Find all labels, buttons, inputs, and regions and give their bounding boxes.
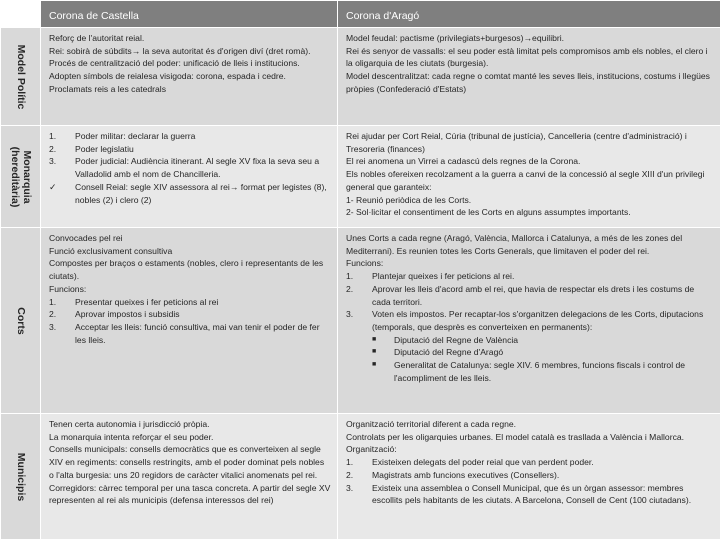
text-line: Adopten símbols de reialesa visigoda: corona, espada i cedre. Proclamats reis a les catedrals xyxy=(49,71,286,94)
text-line: Rei és senyor de vassalls: el seu poder està limitat pels compromisos amb els nobles, el clero i la oligarquia de les ciutats (burgesia). xyxy=(346,45,708,69)
text-line: Model descentralitzat: cada regne o comtat manté les seves lleis, institucions, costums i llegües pròpies (Confederació d'Estats) xyxy=(346,71,710,94)
row-model-politic xyxy=(1,28,720,126)
text-line: Convocades pel rei xyxy=(49,233,123,243)
text-line: Rei ajudar per Cort Reial, Cúria (tribunal de justícia), Cancelleria (centre d'administració) i Tresoreria (finances) xyxy=(346,131,687,154)
list-item: 3. Voten els impostos. Per recaptar-los s'organitzen delegacions de les Corts, diputacions (temporals, que desprès es converteixen en permanents): xyxy=(346,309,704,332)
text-line: Funcions: xyxy=(346,258,384,269)
list-item: 3. Acceptar les lleis: funció consultiva, mai van tenir el poder de fer les lleis. xyxy=(49,321,320,345)
bullet-icon: ■ xyxy=(372,361,377,369)
row-label-politic: Model Polític xyxy=(14,44,27,109)
text-line: Funcions: xyxy=(49,283,87,294)
list-item: 1. Plantejar queixes i fer peticions al rei. xyxy=(346,271,515,282)
row-label-cell xyxy=(1,28,41,126)
text-line: 1- Reunió periòdica de les Corts. xyxy=(346,194,472,205)
text-line: Organització territorial diferent a cada regne. xyxy=(346,419,517,429)
numbered-list xyxy=(49,296,331,347)
text-line: Corregidors: càrrec temporal per una tasca concreta. A partir del segle XV representen al rei als municipis (defensa interessos del rei) xyxy=(49,482,331,506)
row-label-cell xyxy=(1,414,41,540)
numbered-list xyxy=(346,456,714,507)
cell-arago-monarquia xyxy=(338,126,720,228)
text-line: Reforç de l'autoritat reial. xyxy=(49,33,145,43)
text-line: El rei anomena un Virrei a cadascú dels regnes de la Corona. xyxy=(346,156,581,167)
bullet-item: ■ Generalitat de Catalunya: segle XIV. 6 membres, funcions fiscals i control de l'acompliment de les lleis. xyxy=(372,360,686,383)
list-item: 1. Existeixen delegats del poder reial que van perdent poder. xyxy=(346,457,594,468)
header-row xyxy=(1,1,720,28)
cell-castella-monarquia xyxy=(41,126,338,228)
list-item: 2. Magistrats amb funcions executives (Consellers). xyxy=(346,469,560,480)
text-line: Unes Corts a cada regne (Aragó, València, Mallorca i Catalunya, a més de les zones del Mediterrani). Es reunien totes les Corts Generals, que limitaven el poder del rei. xyxy=(346,233,683,256)
bullet-icon: ■ xyxy=(372,335,377,343)
row-label-cell xyxy=(1,228,41,414)
header-castella: Corona de Castella xyxy=(41,1,338,28)
row-label-monarquia: Monarquia (hereditària) xyxy=(8,146,33,207)
list-item: 1. Poder militar: declarar la guerra xyxy=(49,131,196,141)
text-line: Funció exclusivament consultiva xyxy=(49,245,173,256)
bullet-item: ■ Diputació del Regne de València xyxy=(372,334,519,345)
cell-arago-corts xyxy=(338,228,720,414)
text-line: Controlats per les oligarquies urbanes. El model català es trasllada a València i Mallorca. Organització: xyxy=(346,431,685,455)
cell-castella-municipis xyxy=(41,414,338,540)
list-item: 2. Aprovar impostos i subsidis xyxy=(49,309,180,320)
text-line: Compostes per braços o estaments (nobles, clero i representants de les ciutats). xyxy=(49,258,324,282)
cell-arago-municipis xyxy=(338,414,720,540)
text-line: Model feudal: pactisme (privilegiats+burgesos)→equilibri. xyxy=(346,33,565,43)
bullet-item: ■ Diputació del Regne d'Aragó xyxy=(372,347,504,358)
numbered-list xyxy=(49,130,331,206)
row-municipis xyxy=(1,414,720,540)
cell-castella-politic xyxy=(41,28,338,126)
list-item: ✓ Consell Reial: segle XIV assessora al rei→ format per legistes (8), nobles (2) i clero (2) xyxy=(49,181,327,205)
list-item: 2. Poder legislatiu xyxy=(49,143,134,154)
cell-castella-corts xyxy=(41,228,338,414)
row-label-corts: Corts xyxy=(14,306,27,335)
numbered-list xyxy=(346,270,714,334)
list-item: 3. Poder judicial: Audiència itinerant. Al segle XV fixa la seva seu a Valladolid amb el nom de Chancilleria. xyxy=(49,156,320,180)
header-corner xyxy=(1,1,41,28)
header-arago: Corona d'Aragó xyxy=(338,1,720,28)
row-corts xyxy=(1,228,720,414)
list-item: 1. Presentar queixes i fer peticions al rei xyxy=(49,296,219,307)
bullet-icon: ■ xyxy=(372,348,377,356)
text-line: Tenen certa autonomia i jurisdicció pròpia. xyxy=(49,419,210,429)
text-line: Els nobles ofereixen recolzament a la guerra a canvi de la concessió al segle XIII d'un privilegi general que garanteix: xyxy=(346,169,705,192)
cell-arago-politic xyxy=(338,28,720,126)
text-line: La monarquia intenta reforçar el seu poder. xyxy=(49,431,214,442)
check-icon: ✓ xyxy=(49,181,57,192)
text-line: Rei: sobirà de súbdits→ la seva autoritat és d'origen diví (dret romà). Procés de centralització del poder: unificació de lleis i institucions. xyxy=(49,45,311,69)
text-line: Consells municipals: consells democràtics que es converteixen al segle XIV en regiments: consells restringits, amb el poder dominat pels nobles o l'alta burgesia: uns 20 regidors de caràcter vitalici anomenats pel rei. xyxy=(49,444,325,480)
list-item: 2. Aprovar les lleis d'acord amb el rei, que havia de respectar els drets i les costums de cada territori. xyxy=(346,283,695,307)
row-label-cell xyxy=(1,126,41,228)
list-item: 3. Existeix una assemblea o Consell Municipal, que és un òrgan assessor: membres escollits pels habitants de les ciutats. A Barcelona, Consell de Cent (100 ciutadans). xyxy=(346,482,692,506)
text-line: 2- Sol·licitar el consentiment de les Corts en alguns assumptes importants. xyxy=(346,207,631,218)
row-label-municipis: Municipis xyxy=(14,452,27,501)
row-monarquia xyxy=(1,126,720,228)
